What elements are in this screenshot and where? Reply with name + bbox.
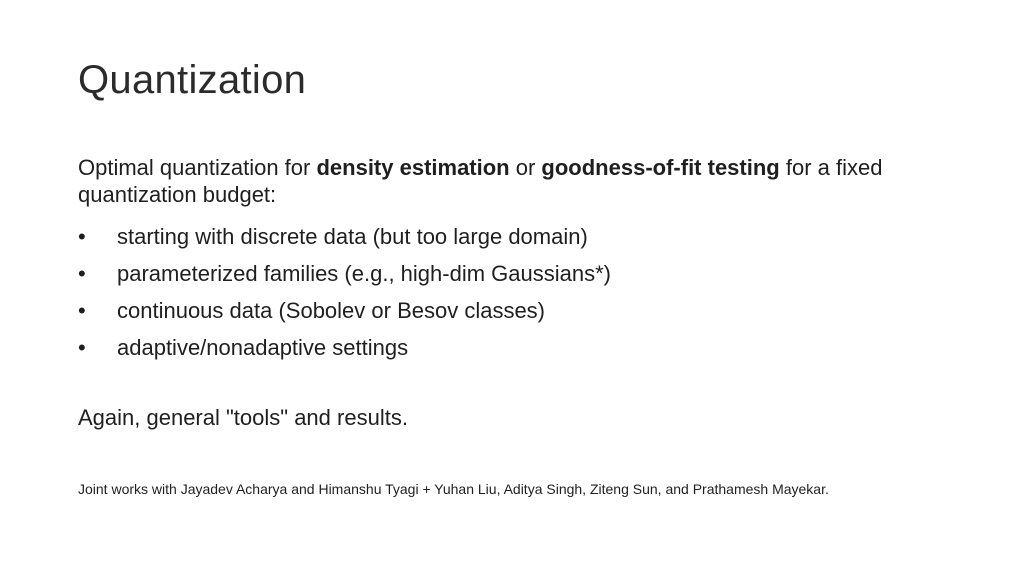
bullet-icon: • (78, 224, 86, 249)
bullet-icon: • (78, 335, 86, 360)
intro-bold-goodness-of-fit: goodness-of-fit testing (541, 155, 780, 180)
intro-paragraph (78, 154, 958, 208)
bullet-icon: • (78, 261, 86, 286)
summary-text: Again, general "tools" and results. (78, 405, 408, 430)
credits-text: Joint works with Jayadev Acharya and Himanshu Tyagi + Yuhan Liu, Aditya Singh, Ziteng Sun, and Prathamesh Mayekar. (78, 481, 829, 497)
bullet-icon: • (78, 298, 86, 323)
bullet-text: adaptive/nonadaptive settings (117, 335, 409, 360)
slide-body (78, 154, 958, 366)
bullet-text: continuous data (Sobolev or Besov classes) (117, 298, 546, 323)
bullet-list (78, 218, 958, 366)
list-item (78, 218, 958, 255)
intro-text-3: for a fixed quantization budget: (78, 155, 883, 207)
intro-bold-density-estimation: density estimation (316, 155, 510, 180)
intro-text-2: or (509, 155, 542, 180)
list-item (78, 292, 958, 329)
bullet-text: starting with discrete data (but too large domain) (117, 224, 588, 249)
bullet-text: parameterized families (e.g., high-dim Gaussians*) (117, 261, 611, 286)
list-item (78, 255, 958, 292)
intro-text-1: Optimal quantization for (78, 155, 317, 180)
list-item (78, 329, 958, 366)
slide-title: Quantization (78, 58, 307, 102)
